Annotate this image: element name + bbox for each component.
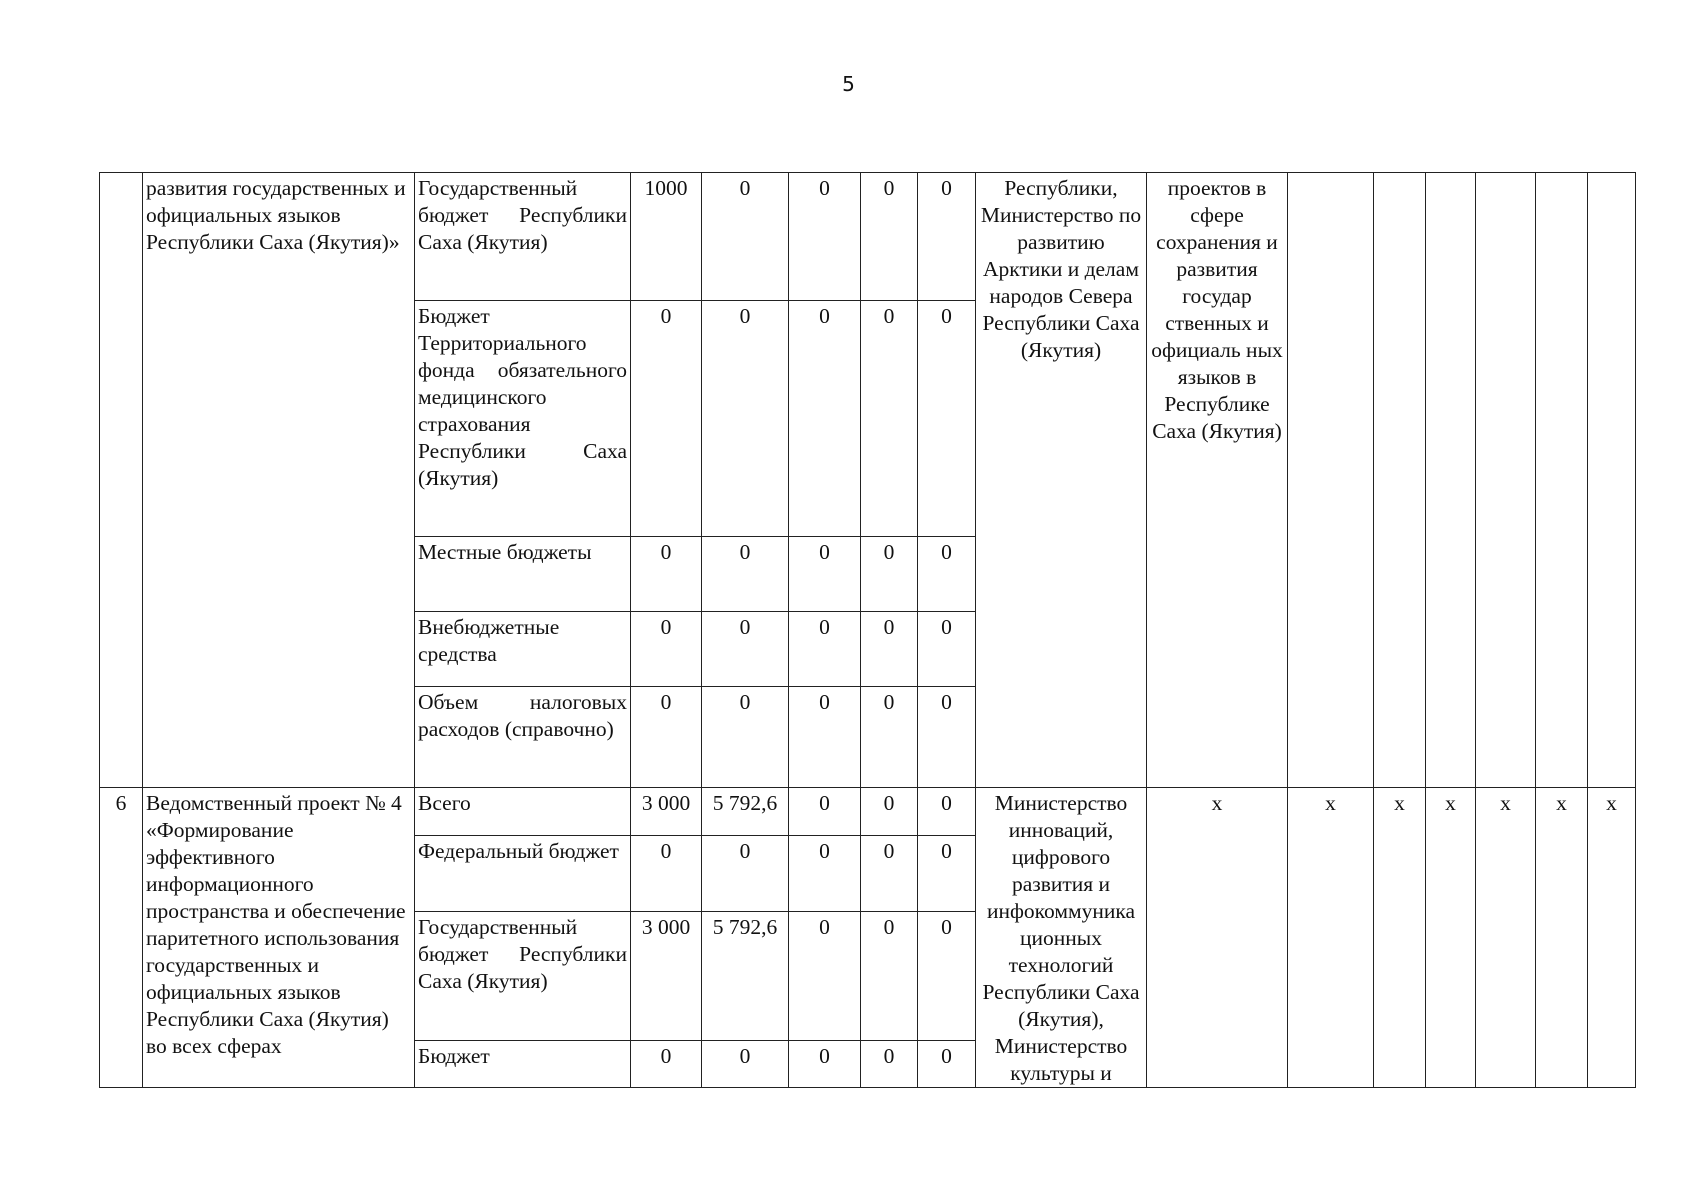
mark-cell: х	[1288, 788, 1374, 1088]
funding-source-cell: Федеральный бюджет	[415, 836, 631, 912]
funding-source-cell: Государственный бюджет Республики Саха (Якутия)	[415, 911, 631, 1040]
results-cell: проектов в сфере сохранения и развития государ ственных и официаль ных языков в Республике Саха (Якутия)	[1147, 173, 1288, 788]
value-cell: 0	[789, 301, 861, 537]
mark-cell: х	[1476, 788, 1536, 1088]
project-name-cell: развития государственных и официальных языков Республики Саха (Якутия)»	[143, 173, 415, 788]
value-cell: 0	[702, 1040, 789, 1087]
empty-cell	[1588, 173, 1636, 788]
financing-table	[99, 172, 1636, 1088]
value-cell: 0	[789, 537, 861, 612]
value-cell: 0	[861, 301, 918, 537]
value-cell: 0	[861, 788, 918, 836]
value-cell: 0	[789, 687, 861, 788]
mark-cell: х	[1426, 788, 1476, 1088]
value-cell: 0	[702, 836, 789, 912]
empty-cell	[1536, 173, 1588, 788]
empty-cell	[1374, 173, 1426, 788]
funding-source-cell: Местные бюджеты	[415, 537, 631, 612]
value-cell: 0	[918, 911, 976, 1040]
value-cell: 0	[861, 911, 918, 1040]
funding-source-cell: Бюджет Территориального фонда обязательного медицинского страхования Республики Саха (Якутия)	[415, 301, 631, 537]
funding-source-cell: Внебюджетные средства	[415, 612, 631, 687]
value-cell: 0	[631, 836, 702, 912]
value-cell: 3 000	[631, 788, 702, 836]
value-cell: 0	[789, 173, 861, 301]
table-row	[100, 173, 1636, 301]
page-number: 5	[842, 72, 855, 96]
value-cell: 0	[702, 537, 789, 612]
value-cell: 1000	[631, 173, 702, 301]
funding-source-cell: Государственный бюджет Республики Саха (Якутия)	[415, 173, 631, 301]
value-cell: 0	[789, 911, 861, 1040]
value-cell: 0	[702, 612, 789, 687]
value-cell: 0	[861, 612, 918, 687]
value-cell: 0	[702, 173, 789, 301]
results-cell: х	[1147, 788, 1288, 1088]
value-cell: 0	[789, 1040, 861, 1087]
value-cell: 0	[918, 788, 976, 836]
empty-cell	[1476, 173, 1536, 788]
value-cell: 0	[631, 301, 702, 537]
mark-cell: х	[1588, 788, 1636, 1088]
value-cell: 0	[789, 788, 861, 836]
row-index-cell: 6	[100, 788, 143, 1088]
funding-source-cell: Бюджет	[415, 1040, 631, 1087]
empty-cell	[1288, 173, 1374, 788]
value-cell: 0	[918, 612, 976, 687]
executors-cell: Министерство инноваций, цифрового развития и инфокоммуника ционных технологий Республики Саха (Якутия), Министерство культуры и	[976, 788, 1147, 1088]
value-cell: 0	[918, 836, 976, 912]
value-cell: 0	[861, 1040, 918, 1087]
value-cell: 0	[631, 1040, 702, 1087]
value-cell: 0	[918, 173, 976, 301]
value-cell: 0	[918, 301, 976, 537]
funding-source-cell: Всего	[415, 788, 631, 836]
value-cell: 0	[789, 612, 861, 687]
value-cell: 0	[861, 537, 918, 612]
value-cell: 0	[918, 537, 976, 612]
table-row	[100, 788, 1636, 836]
value-cell: 5 792,6	[702, 911, 789, 1040]
value-cell: 0	[861, 836, 918, 912]
value-cell: 0	[789, 836, 861, 912]
value-cell: 0	[631, 687, 702, 788]
funding-source-cell: Объем налоговых расходов (справочно)	[415, 687, 631, 788]
value-cell: 0	[702, 301, 789, 537]
value-cell: 0	[918, 687, 976, 788]
executors-cell: Республики, Министерство по развитию Арктики и делам народов Севера Республики Саха (Якутия)	[976, 173, 1147, 788]
value-cell: 0	[631, 537, 702, 612]
empty-cell	[1426, 173, 1476, 788]
mark-cell: х	[1374, 788, 1426, 1088]
value-cell: 5 792,6	[702, 788, 789, 836]
value-cell: 0	[861, 687, 918, 788]
value-cell: 0	[861, 173, 918, 301]
value-cell: 3 000	[631, 911, 702, 1040]
value-cell: 0	[702, 687, 789, 788]
value-cell: 0	[918, 1040, 976, 1087]
row-index-cell	[100, 173, 143, 788]
value-cell: 0	[631, 612, 702, 687]
project-name-cell: Ведомственный проект № 4 «Формирование эффективного информационного пространства и обеспечение паритетного использования государственных и официальных языков Республики Саха (Якутия) во всех сферах	[143, 788, 415, 1088]
mark-cell: х	[1536, 788, 1588, 1088]
